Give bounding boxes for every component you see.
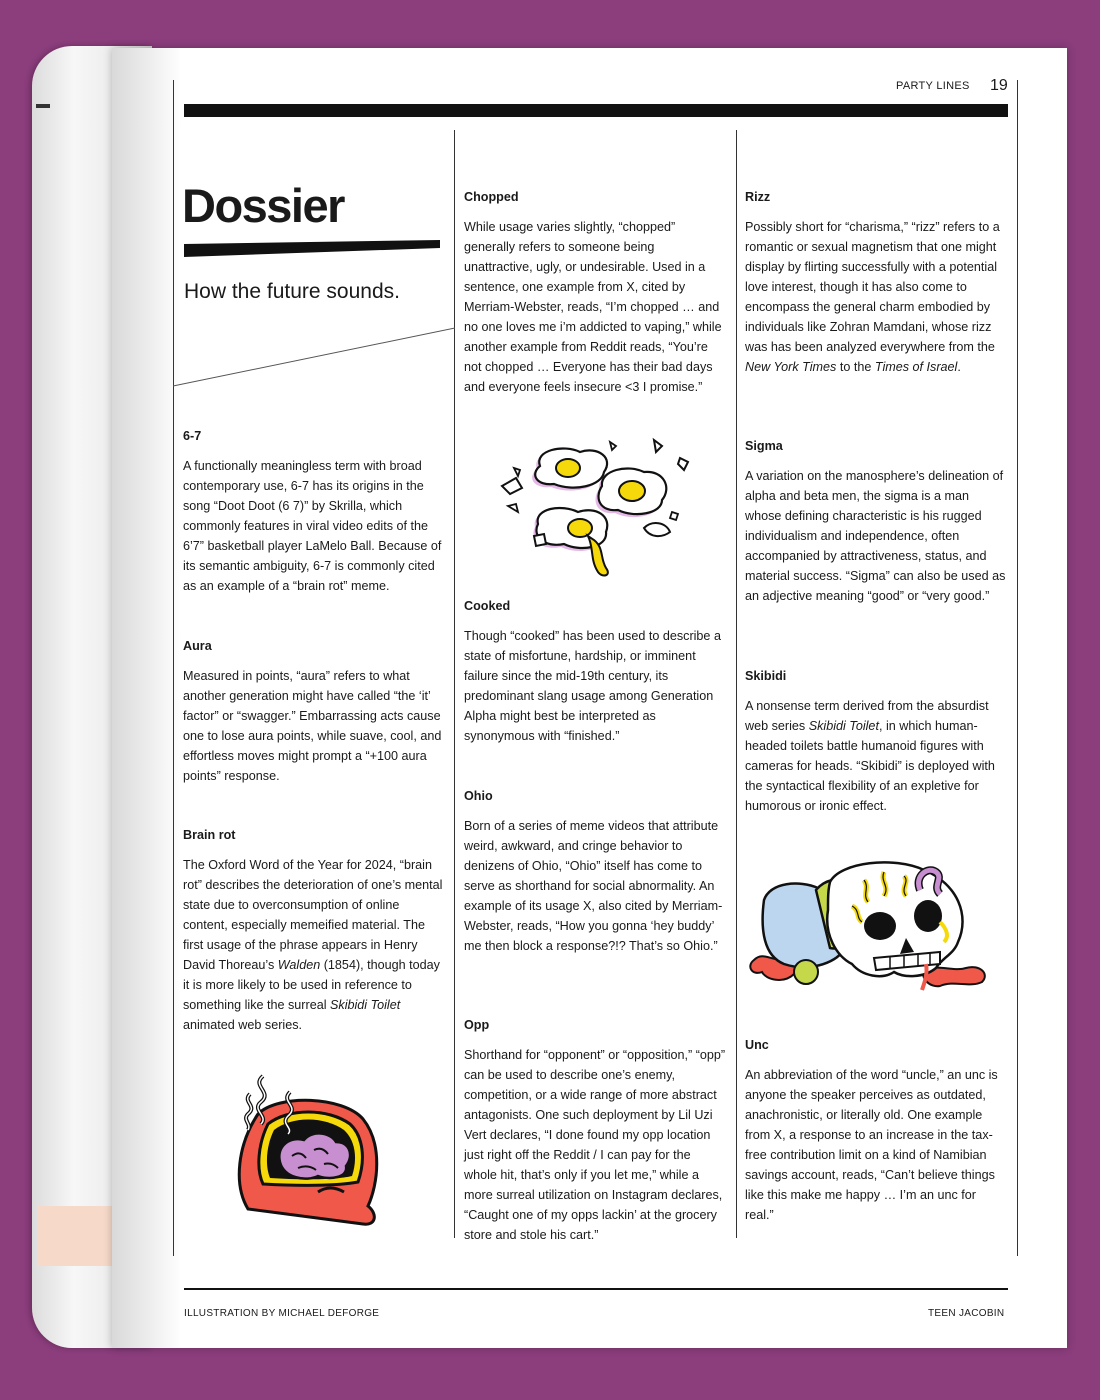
entry-term: Rizz — [745, 190, 771, 204]
entry-term: 6-7 — [183, 429, 202, 443]
entry-body: Though “cooked” has been used to describe a state of misfortune, hardship, or imminent failure since the mid-19th century, its predominant slang usage among Generation Alpha might best be interpreted as synonymous with “finished.” — [464, 629, 721, 743]
entry-term: Skibidi — [745, 669, 787, 683]
entry-term: Cooked — [464, 599, 511, 613]
skull-illustration — [744, 860, 998, 1010]
entry-body: A nonsense term derived from the absurdist web series Skibidi Toilet, in which human-headed toilets battle humanoid figures with cameras for heads. “Skibidi” is deployed with the syntactical flexibility of an expletive for humorous or ironic effect. — [745, 699, 995, 813]
entry-body: A functionally meaningless term with broad contemporary use, 6-7 has its origins in the song “Doot Doot (6 7)” by Skrilla, which commonly features in viral video edits of the 6’7” basketball player LaMelo Ball. Because of its semantic ambiguity, 6-7 is commonly cited as an example of a “brain rot” meme. — [183, 459, 442, 593]
entry-cooked — [464, 596, 726, 746]
top-rule-bar — [184, 104, 1008, 117]
entry-term: Aura — [183, 639, 212, 653]
column-rule-center-left — [454, 130, 455, 1238]
page-number: 19 — [990, 77, 1008, 94]
entry-term: Chopped — [464, 190, 519, 204]
column-rule-left — [173, 80, 174, 1256]
page-edge-mark — [36, 104, 50, 108]
entry-body: Possibly short for “charisma,” “rizz” refers to a romantic or sexual magnetism that one might display by flirting successfully with a potential love interest, though it has also come to encompass the general charm embodied by individuals like Zohran Mamdani, whose rizz was has been analyzed everywhere from the New York Times to the Times of Israel. — [745, 220, 1000, 374]
running-head: PARTY LINES — [896, 80, 970, 92]
entry-term: Sigma — [745, 439, 783, 453]
entry-body: While usage varies slightly, “chopped” generally refers to someone being unattractive, ugly, or undesirable. Used in a sentence, one example from X, cited by Merriam-Webster, reads, “I’m chopped … and no one loves me i’m addicted to vaping,” while another example from Reddit reads, “You’re not chopped … Everyone has their bad days and everyone feels insecure <3 I promise.” — [464, 220, 722, 394]
brain-head-illustration — [218, 1074, 408, 1232]
entry-aura — [183, 636, 445, 786]
entry-sigma — [745, 436, 1007, 606]
entry-body: Measured in points, “aura” refers to what another generation might have called “the ‘it’ factor” or “swagger.” Embarrassing acts cause one to lose aura points, while suave, cool, and effortless moves might prompt a “+100 aura points” response. — [183, 669, 442, 783]
illustration-credit: ILLUSTRATION BY MICHAEL DEFORGE — [184, 1308, 380, 1319]
entry-skibidi — [745, 666, 1007, 816]
column-rule-right — [1017, 80, 1018, 1256]
entry-chopped — [464, 187, 726, 397]
entry-brain-rot — [183, 825, 445, 1035]
entry-opp — [464, 1015, 726, 1245]
entry-term: Unc — [745, 1038, 769, 1052]
diagonal-divider-line — [173, 326, 455, 388]
entry-unc — [745, 1035, 1007, 1225]
fried-eggs-illustration — [494, 436, 700, 584]
entry-body: A variation on the manosphere’s delineation of alpha and beta men, the sigma is a man whose defining characteristic is his rugged individualism and independence, often accompanied by attractiveness, status, and material success. “Sigma” can also be used as an adjective meaning “good” or “very good.” — [745, 469, 1006, 603]
page-title: Dossier — [182, 179, 344, 232]
page-edge-tab — [38, 1206, 118, 1266]
entry-ohio — [464, 786, 726, 956]
title-underline-wedge — [184, 240, 440, 258]
entry-body: The Oxford Word of the Year for 2024, “brain rot” describes the deterioration of one’s mental state due to overconsumption of online content, especially memeified material. The first usage of the phrase appears in Henry David Thoreau’s Walden (1854), though today it is more likely to be used in reference to something like the surreal Skibidi Toilet animated web series. — [183, 858, 443, 1032]
entry-6-7 — [183, 426, 445, 596]
bottom-rule — [184, 1288, 1008, 1290]
publication-name: TEEN JACOBIN — [928, 1308, 1005, 1319]
entry-body: An abbreviation of the word “uncle,” an unc is anyone the speaker perceives as outdated, anachronistic, or literally old. One example from X, a response to an increase in the tax-free contribution limit on a kind of Namibian savings account, reads, “Can’t believe things like this make me happy … I’m an unc for real.” — [745, 1068, 998, 1222]
entry-term: Ohio — [464, 789, 493, 803]
entry-body: Shorthand for “opponent” or “opposition,” “opp” can be used to describe one’s enemy, competition, or a wide range of more abstract antagonists. One such deployment by Lil Uzi Vert declares, “I done found my opp location just right off the Reddit / I can pay for the whole hit, that’s only if you let me,” while a more surreal utilization on Instagram declares, “Caught one of my opps lackin’ at the grocery store and stole his cart.” — [464, 1048, 726, 1242]
entry-term: Brain rot — [183, 828, 236, 842]
column-rule-center-right — [736, 130, 737, 1238]
entry-rizz — [745, 187, 1007, 377]
entry-term: Opp — [464, 1018, 490, 1032]
page-subtitle: How the future sounds. — [184, 280, 400, 303]
entry-body: Born of a series of meme videos that attribute weird, awkward, and cringe behavior to denizens of Ohio, “Ohio” itself has come to serve as shorthand for social abnormality. An example of its usage X, also cited by Merriam-Webster, reads, “How you gonna ‘hey buddy’ me then block a response?!? That’s so Ohio.” — [464, 819, 723, 953]
